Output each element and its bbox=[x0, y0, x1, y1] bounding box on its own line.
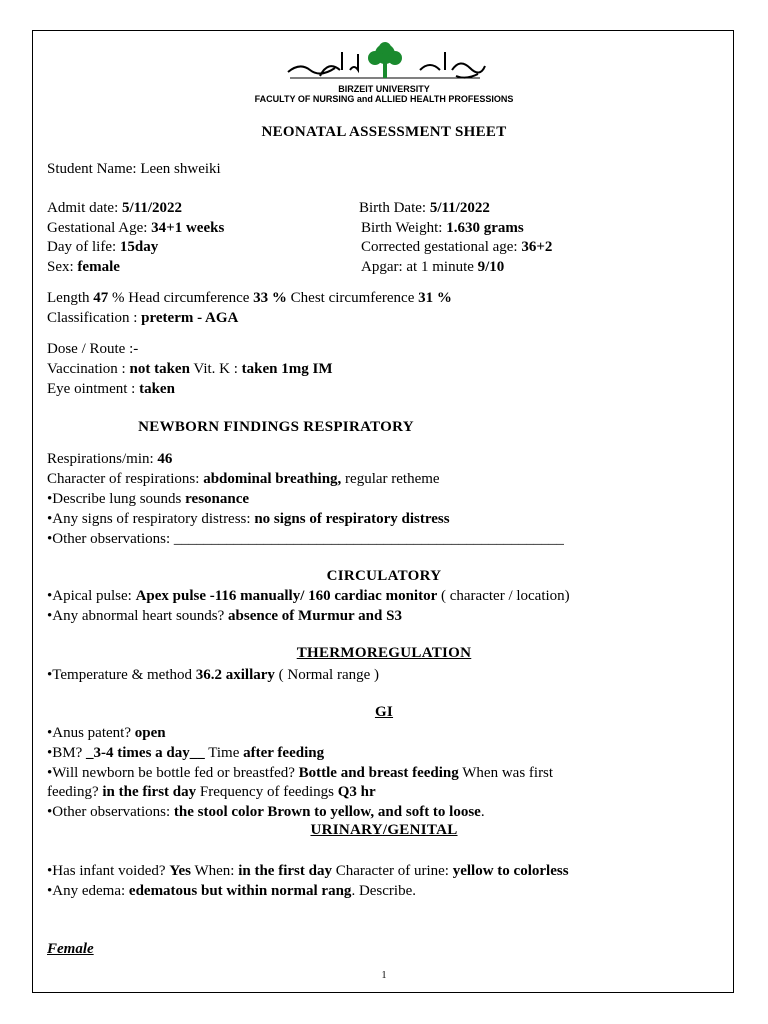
class-label: Classification : bbox=[47, 310, 142, 326]
void-char: yellow to colorless bbox=[452, 863, 569, 879]
urinary-heading: URINARY/GENITAL bbox=[310, 822, 458, 838]
vaccination-row bbox=[47, 360, 333, 378]
length-label: Length bbox=[47, 290, 94, 306]
heart-label: •Any abnormal heart sounds? bbox=[47, 608, 229, 624]
heart-value: absence of Murmur and S3 bbox=[228, 608, 402, 624]
heart-sounds-row bbox=[47, 607, 402, 625]
edema-tail: . Describe. bbox=[351, 883, 416, 899]
measurements-row bbox=[47, 289, 452, 307]
dose-route: Dose / Route :- bbox=[47, 341, 139, 357]
gi-other-tail: . bbox=[480, 804, 485, 820]
pulse-value: Apex pulse -116 manually/ 160 cardiac monitor bbox=[135, 588, 438, 604]
temp-value: 36.2 axillary bbox=[195, 667, 275, 683]
void-label: •Has infant voided? bbox=[47, 863, 170, 879]
apgar-label: Apgar: at 1 minute bbox=[361, 259, 478, 275]
faculty-name: FACULTY OF NURSING and ALLIED HEALTH PROFESSIONS bbox=[254, 94, 514, 104]
feed2-freq: Q3 hr bbox=[337, 784, 376, 800]
corrected-ga-row bbox=[361, 238, 552, 256]
lung-value: resonance bbox=[185, 491, 250, 507]
feed2-label: feeding? bbox=[47, 784, 103, 800]
void-mid: When: bbox=[190, 863, 239, 879]
void-mid2: Character of urine: bbox=[331, 863, 453, 879]
edema-label: •Any edema: bbox=[47, 883, 129, 899]
char-value: abdominal breathing, bbox=[203, 471, 342, 487]
bm-time: after feeding bbox=[243, 745, 325, 761]
resp-other-line: ____________________________________________________ bbox=[173, 531, 564, 547]
feeding-first-row bbox=[47, 783, 376, 801]
cc-value: 31 % bbox=[418, 290, 452, 306]
apgar-value: 9/10 bbox=[477, 259, 505, 275]
vacc-label: Vaccination : bbox=[47, 361, 130, 377]
classification-row bbox=[47, 309, 238, 327]
apical-pulse-row bbox=[47, 587, 570, 605]
student-label: Student Name: bbox=[47, 161, 141, 177]
distress-label: •Any signs of respiratory distress: bbox=[47, 511, 255, 527]
thermoregulation-heading: THERMOREGULATION bbox=[296, 645, 472, 661]
gi-other-row bbox=[47, 803, 485, 821]
feed-tail: When was first bbox=[458, 765, 554, 781]
eye-label: Eye ointment : bbox=[47, 381, 140, 397]
sex-row bbox=[47, 258, 120, 276]
student-name-row bbox=[47, 160, 221, 178]
apgar-row bbox=[361, 258, 504, 276]
anus-row bbox=[47, 724, 166, 742]
page-number: 1 bbox=[381, 970, 387, 981]
temp-tail: ( Normal range ) bbox=[274, 667, 380, 683]
feed-label: •Will newborn be bottle fed or breastfed? bbox=[47, 765, 299, 781]
bm-mid: Time bbox=[204, 745, 244, 761]
admit-date-row bbox=[47, 199, 182, 217]
tree-logo-icon bbox=[280, 40, 490, 84]
gi-other-value: the stool color Brown to yellow, and soft to loose bbox=[173, 804, 481, 820]
student-value: Leen shweiki bbox=[140, 161, 221, 177]
rate-label: Respirations/min: bbox=[47, 451, 158, 467]
distress-row bbox=[47, 510, 450, 528]
temp-label: •Temperature & method bbox=[47, 667, 196, 683]
eye-value: taken bbox=[139, 381, 175, 397]
feed-value: Bottle and breast feeding bbox=[298, 765, 459, 781]
lung-sounds-row bbox=[47, 490, 249, 508]
feed2-value: in the first day bbox=[102, 784, 197, 800]
hc-value: 33 % bbox=[253, 290, 287, 306]
birth-date-row bbox=[359, 199, 490, 217]
cga-value: 36+2 bbox=[521, 239, 553, 255]
weight-value: 1.630 grams bbox=[446, 220, 524, 236]
weight-label: Birth Weight: bbox=[361, 220, 447, 236]
admit-value: 5/11/2022 bbox=[122, 200, 183, 216]
resp-other-row bbox=[47, 530, 564, 548]
circulatory-heading: CIRCULATORY bbox=[326, 568, 442, 584]
cga-label: Corrected gestational age: bbox=[361, 239, 522, 255]
eye-ointment-row bbox=[47, 380, 175, 398]
edema-value: edematous but within normal rang bbox=[128, 883, 352, 899]
sex-value: female bbox=[77, 259, 120, 275]
university-name: BIRZEIT UNIVERSITY bbox=[338, 84, 430, 94]
void-when: in the first day bbox=[238, 863, 332, 879]
vitk-value: taken 1mg IM bbox=[241, 361, 333, 377]
distress-value: no signs of respiratory distress bbox=[254, 511, 450, 527]
pulse-tail: ( character / location) bbox=[437, 588, 570, 604]
respiratory-heading: NEWBORN FINDINGS RESPIRATORY bbox=[138, 419, 414, 435]
page-title: NEONATAL ASSESSMENT SHEET bbox=[261, 124, 507, 140]
vacc-value: not taken bbox=[129, 361, 190, 377]
char-label: Character of respirations: bbox=[47, 471, 204, 487]
bm-value: _3-4 times a day__ bbox=[86, 745, 205, 761]
anus-value: open bbox=[134, 725, 166, 741]
dol-label: Day of life: bbox=[47, 239, 120, 255]
birth-weight-row bbox=[361, 219, 524, 237]
lung-label: •Describe lung sounds bbox=[47, 491, 186, 507]
day-of-life-row bbox=[47, 238, 158, 256]
temperature-row bbox=[47, 666, 379, 684]
hc-label: % Head circumference bbox=[108, 290, 254, 306]
vitk-label: Vit. K : bbox=[189, 361, 242, 377]
char-tail: regular retheme bbox=[341, 471, 440, 487]
birth-value: 5/11/2022 bbox=[429, 200, 490, 216]
bm-label: •BM? bbox=[47, 745, 87, 761]
length-value: 47 bbox=[93, 290, 109, 306]
edema-row bbox=[47, 882, 416, 900]
admit-label: Admit date: bbox=[47, 200, 122, 216]
feed2-mid: Frequency of feedings bbox=[196, 784, 338, 800]
bm-row bbox=[47, 744, 324, 762]
gi-heading: GI bbox=[374, 704, 394, 720]
female-heading: Female bbox=[47, 941, 94, 957]
ga-value: 34+1 weeks bbox=[151, 220, 225, 236]
university-logo bbox=[280, 40, 490, 84]
gestational-age-row bbox=[47, 219, 224, 237]
class-value: preterm - AGA bbox=[141, 310, 239, 326]
respiration-rate-row bbox=[47, 450, 172, 468]
anus-label: •Anus patent? bbox=[47, 725, 135, 741]
respiration-character-row bbox=[47, 470, 440, 488]
resp-other-label: •Other observations: bbox=[47, 531, 174, 547]
sex-label: Sex: bbox=[47, 259, 78, 275]
pulse-label: •Apical pulse: bbox=[47, 588, 136, 604]
cc-label: Chest circumference bbox=[286, 290, 419, 306]
gi-other-label: •Other observations: bbox=[47, 804, 174, 820]
void-value: Yes bbox=[169, 863, 191, 879]
birth-label: Birth Date: bbox=[359, 200, 430, 216]
ga-label: Gestational Age: bbox=[47, 220, 152, 236]
rate-value: 46 bbox=[157, 451, 173, 467]
voided-row bbox=[47, 862, 569, 880]
dol-value: 15day bbox=[119, 239, 159, 255]
feeding-row bbox=[47, 764, 553, 782]
